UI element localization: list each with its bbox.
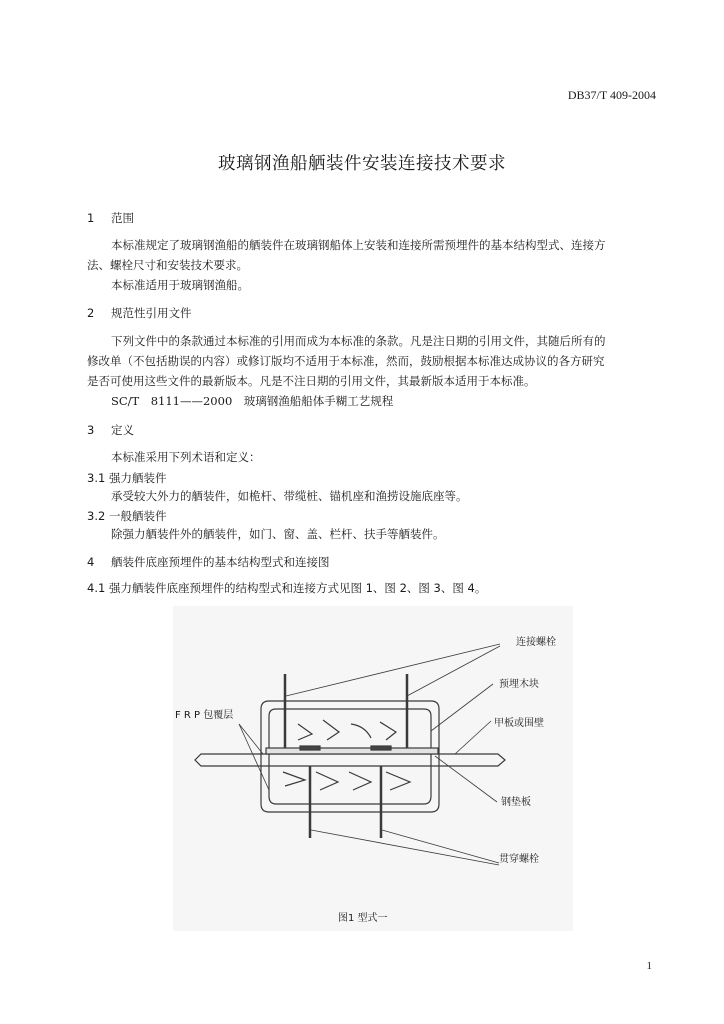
frp-shell-outer — [261, 701, 439, 812]
subsection-heading: 3.2 一般舾装件 — [87, 509, 167, 523]
section-number: 2 — [87, 306, 95, 320]
paragraph: 是否可使用这些文件的最新版本。凡是不注日期的引用文件，其最新版本适用于本标准。 — [87, 374, 536, 388]
label-embedded-wood: 预埋木块 — [499, 679, 539, 690]
subsection-heading: 3.1 强力舾装件 — [87, 471, 167, 485]
paragraph: 修改单（不包括勘误的内容）或修订版均不适用于本标准，然而，鼓励根据本标准达成协议的各方研究 — [87, 354, 605, 368]
paragraph: 法、螺栓尺寸和安装技术要求。 — [87, 258, 248, 272]
page-number: 1 — [646, 960, 652, 972]
paragraph: 下列文件中的条款通过本标准的引用而成为本标准的条款。凡是注日期的引用文件，其随后所有的 — [111, 334, 606, 348]
section-number: 1 — [87, 211, 95, 225]
paragraph: 本标准规定了玻璃钢渔船的舾装件在玻璃钢船体上安装和连接所需预埋件的基本结构型式、连接方 — [111, 238, 606, 252]
paragraph: 除强力舾装件外的舾装件，如门、窗、盖、栏杆、扶手等舾装件。 — [111, 527, 445, 541]
steel-plate — [266, 748, 438, 754]
label-steel-plate: 钢垫板 — [501, 797, 531, 808]
label-connect-bolt: 连接螺栓 — [516, 637, 556, 648]
paragraph: 承受较大外力的舾装件，如桅杆、带缆桩、锚机座和渔捞设施底座等。 — [111, 489, 468, 503]
section-number: 3 — [87, 423, 95, 437]
section-1-heading — [87, 210, 134, 226]
subsection-heading: 4.1 强力舾装件底座预埋件的结构型式和连接方式见图 1、图 2、图 3、图 4。 — [87, 581, 487, 595]
figure-caption: 图1 型式一 — [338, 913, 388, 924]
standard-number: DB37/T 409-2004 — [567, 88, 656, 102]
label-deck-wall: 甲板或围壁 — [494, 718, 544, 729]
figure-1 — [173, 606, 573, 931]
section-4-heading — [87, 554, 330, 570]
section-2-heading — [87, 305, 192, 321]
section-title: 舾装件底座预埋件的基本结构型式和连接图 — [111, 555, 330, 569]
paragraph: 本标准采用下列术语和定义： — [111, 450, 261, 464]
paragraph: 本标准适用于玻璃钢渔船。 — [111, 278, 249, 292]
section-title: 范围 — [111, 211, 134, 225]
section-number: 4 — [87, 555, 95, 569]
deck-plate — [195, 754, 505, 766]
section-title: 定义 — [111, 423, 134, 437]
page-title: 玻璃钢渔船舾装件安装连接技术要求 — [218, 154, 506, 174]
label-through-bolt: 贯穿螺栓 — [499, 854, 539, 865]
section-title: 规范性引用文件 — [111, 306, 192, 320]
section-3-heading — [87, 422, 134, 438]
reference-item: SC/T 8111——2000 玻璃钢渔船船体手糊工艺规程 — [111, 394, 394, 408]
label-frp-layer: F R P 包覆层 — [175, 710, 234, 721]
structure-diagram — [173, 606, 573, 931]
